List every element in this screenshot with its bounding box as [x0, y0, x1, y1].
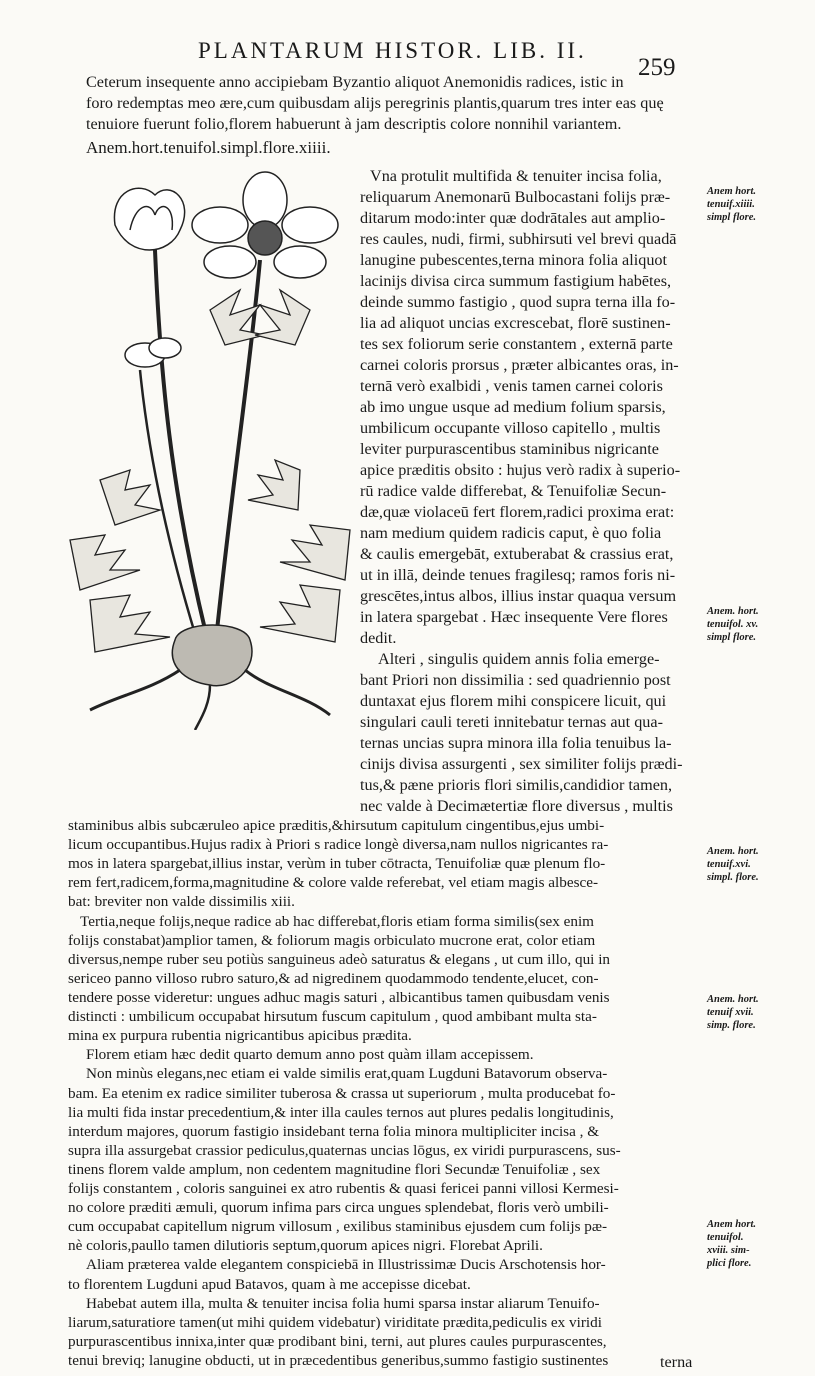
margin-note [707, 845, 811, 884]
column-line: tes sex foliorum serie constantem , externā parte [360, 335, 673, 353]
margin-note [707, 605, 811, 644]
body-line: tinens florem valde amplum, non cedentem magnitudine flori Secundæ Tenuifoliæ , sex [68, 1161, 601, 1178]
margin-note-line: xviii. sim- [707, 1245, 750, 1256]
body-line: Tertia,neque folijs,neque radice ab hac differebat,floris etiam forma similis(sex enim [80, 913, 594, 930]
column-line: nec valde à Decimætertiæ flore diversus , multis [360, 797, 673, 815]
body-line: liarum,saturatiore tamen(ut mihi quidem videbatur) viriditate prædita,pediculis ex viridi [68, 1314, 602, 1331]
small-flower-icon [125, 338, 181, 367]
column-line: ab imo ungue usque ad medium folium sparsis, [360, 398, 666, 416]
column-line: singulari cauli tereti innitebatur ternas aut qua- [360, 713, 663, 731]
body-line: Habebat autem illa, multa & tenuiter incisa folia humi sparsa instar aliarum Tenuifo- [86, 1295, 600, 1312]
margin-note-line: tenuif.xiiii. [707, 199, 755, 210]
page-number: 259 [638, 54, 676, 81]
body-line: nè coloris,paullo tamen dilutioris septum,quorum apices nigri. Florebat Aprili. [68, 1237, 543, 1254]
body-line: sericeo panno villoso rubro saturo,& ad nigredinem quodammodo tendente,elucet, con- [68, 970, 599, 987]
intro-line: foro redemptas meo ære,cum quibusdam alijs peregrinis plantis,quarum tres inter eas quę [86, 94, 664, 112]
leaf-cluster-icon [70, 290, 350, 652]
body-line: supra illa assurgebat crassior pediculus,quaternas uncias lōgus, ex viridi purpurascens, sus- [68, 1142, 621, 1159]
body-line: cum occupabat capitellum nigrum villosum , exilibus staminibus ejusdem cum folijs pæ- [68, 1218, 608, 1235]
body-line: tendere posse videretur: ungues adhuc magis saturi , albicantibus tamen quibusdam venis [68, 989, 610, 1006]
column-line: lanugine pubescentes,terna minora folia aliquot [360, 251, 668, 269]
column-line: ditarum modo:inter quæ dodrātales aut amplio- [360, 209, 666, 227]
margin-note-line: Anem. hort. [707, 606, 759, 617]
column-line: ternas uncias supra minora illa folia tenuibus la- [360, 734, 672, 752]
margin-note-line: simpl flore. [707, 212, 756, 223]
margin-note [707, 185, 811, 224]
body-line: mos in latera spargebat,illius instar, verùm in tuber cōtracta, Tenuifoliæ quæ plenum flo- [68, 855, 606, 872]
margin-note-line: Anem. hort. [707, 994, 759, 1005]
column-line: rū radice valde differebat, & Tenuifoliæ Secun- [360, 482, 667, 500]
body-line: purpurascentibus innixa,inter quæ prodibant bini, terni, aut plures caules purpurascentes, [68, 1333, 607, 1350]
open-flower-icon [192, 172, 338, 278]
margin-note [707, 1218, 811, 1270]
column-line: Vna protulit multifida & tenuiter incisa folia, [370, 167, 662, 185]
body-line: Non minùs elegans,nec etiam ei valde similis erat,quam Lugduni Batavorum observa- [86, 1065, 608, 1082]
body-line: Aliam præterea valde elegantem conspiciebā in Illustrissimæ Ducis Arschotensis hor- [86, 1256, 606, 1273]
intro-line: tenuiore fuerunt folio,florem habuerunt à jam descriptis colore nonnihil variantem. [86, 115, 622, 133]
body-line: rem fert,radicem,forma,magnitudine & colore valde referebat, vel etiam magis albesce- [68, 874, 599, 891]
column-line: duntaxat ejus florem mihi conspicere licuit, qui [360, 692, 667, 710]
anemone-illustration [60, 170, 360, 730]
margin-note-line: Anem. hort. [707, 846, 759, 857]
body-line: licum occupantibus.Hujus radix à Priori s radice longè diversa,nam nullos nigricantes ra- [68, 836, 609, 853]
body-line: bam. Ea etenim ex radice similiter tuberosa & crassa ut superiorum , multa producebat fo- [68, 1085, 616, 1102]
body-line: distincti : umbilicum occupabat hirsutum fuscum capitulum , quod ambibant multa sta- [68, 1008, 597, 1025]
margin-note-line: tenuif xvii. [707, 1007, 754, 1018]
margin-note-line: tenuifol. xv. [707, 619, 759, 630]
running-header: PLANTARUM HISTOR. LIB. II. [198, 38, 587, 63]
intro-line: Ceterum insequente anno accipiebam Byzantio aliquot Anemonidis radices, istic in [86, 73, 624, 91]
column-line: & caulis emergebāt, extuberabat & crassius erat, [360, 545, 674, 563]
section-subtitle: Anem.hort.tenuifol.simpl.flore.xiiii. [86, 138, 331, 157]
column-line: tus,& pæne prioris flori similis,candidior tamen, [360, 776, 673, 794]
column-line: cinijs divisa assurgenti , sex similiter folijs prædi- [360, 755, 683, 773]
body-line: folijs constabat)amplior tamen, & foliorum magis orbiculato mucrone erat, color etiam [68, 932, 596, 949]
column-line: Alteri , singulis quidem annis folia emerge- [378, 650, 660, 668]
column-line: leviter purpurascentibus staminibus nigricante [360, 440, 659, 458]
column-line: grescētes,intus albos, illius instar quaqua versum [360, 587, 677, 605]
column-line: reliquarum Anemonarū Bulbocastani folijs præ- [360, 188, 671, 206]
column-line: ut in illā, deinde tenues fragilesq; ramos foris ni- [360, 566, 676, 584]
margin-note-line: plici flore. [707, 1258, 752, 1269]
margin-note-line: simpl flore. [707, 632, 756, 643]
column-line: ternā verò exalbidi , venis tamen carnei coloris [360, 377, 663, 395]
column-line: deinde summo fastigio , quod supra terna illa fo- [360, 293, 676, 311]
margin-note-line: Anem hort. [707, 186, 757, 197]
column-line: apice præditis obsito : hujus verò radix à superio- [360, 461, 681, 479]
body-line: mina ex purpura rubentia nigricantibus apicibus prædita. [68, 1027, 412, 1044]
column-line: dæ,quæ violaceū fert florem,radici proxima erat: [360, 503, 675, 521]
column-line: res caules, nudi, firmi, subhirsuti vel brevi quadā [360, 230, 677, 248]
body-line: to florentem Lugduni apud Batavos, quam à me accepisse dicebat. [68, 1276, 471, 1293]
catchword: terna [660, 1353, 693, 1371]
body-line: folijs constantem , coloris sanguinei ex atro rubentis & quasi fericei panni villosi Kermesi- [68, 1180, 619, 1197]
column-line: umbilicum occupante villoso capitello , multis [360, 419, 661, 437]
margin-note-line: tenuif.xvi. [707, 859, 751, 870]
column-line: nam medium quidem radicis caput, è quo folia [360, 524, 662, 542]
column-line: in latera spargebat . Hæc insequente Vere flores [360, 608, 668, 626]
margin-note-line: Anem hort. [707, 1219, 757, 1230]
body-line: lia multi fida instar precedentium,& inter illa caules ternos aut plures pedalis longitudinis, [68, 1104, 614, 1121]
body-line: diversus,nempe ruber seu potiùs sanguineus adeò saturatus & elegans , ut cum illo, qui in [68, 951, 611, 968]
flower-bud-icon [114, 188, 184, 250]
body-line: staminibus albis subcæruleo apice præditis,&hirsutum capitulum cingentibus,ejus umbi- [68, 817, 605, 834]
column-line: bant Priori non dissimilia : sed quadriennio post [360, 671, 671, 689]
column-line: carnei coloris prorsus , præter albicantes oras, in- [360, 356, 679, 374]
column-line: lia ad aliquot uncias excrescebat, florē sustinen- [360, 314, 671, 332]
body-line: interdum majores, quorum fastigio insidebant terna folia minora multipliciter incisa , & [68, 1123, 600, 1140]
margin-note-line: simp. flore. [707, 1020, 756, 1031]
body-line: bat: breviter non valde dissimilis xiii. [68, 893, 295, 910]
margin-note [707, 993, 811, 1032]
body-line: Florem etiam hæc dedit quarto demum anno post quàm illam accepissem. [86, 1046, 534, 1063]
column-line: lacinijs divisa circa summum fastigium habētes, [360, 272, 672, 290]
margin-note-line: simpl. flore. [707, 872, 759, 883]
margin-note-line: tenuifol. [707, 1232, 744, 1243]
column-line: dedit. [360, 629, 397, 647]
body-line: tenui breviq; lanugine obducti, ut in præcedentibus generibus,summo fastigio sustinentes [68, 1352, 609, 1369]
body-line: no colore præditi æmuli, quorum infima pars circa ungues splendebat, floris verò umbili- [68, 1199, 609, 1216]
